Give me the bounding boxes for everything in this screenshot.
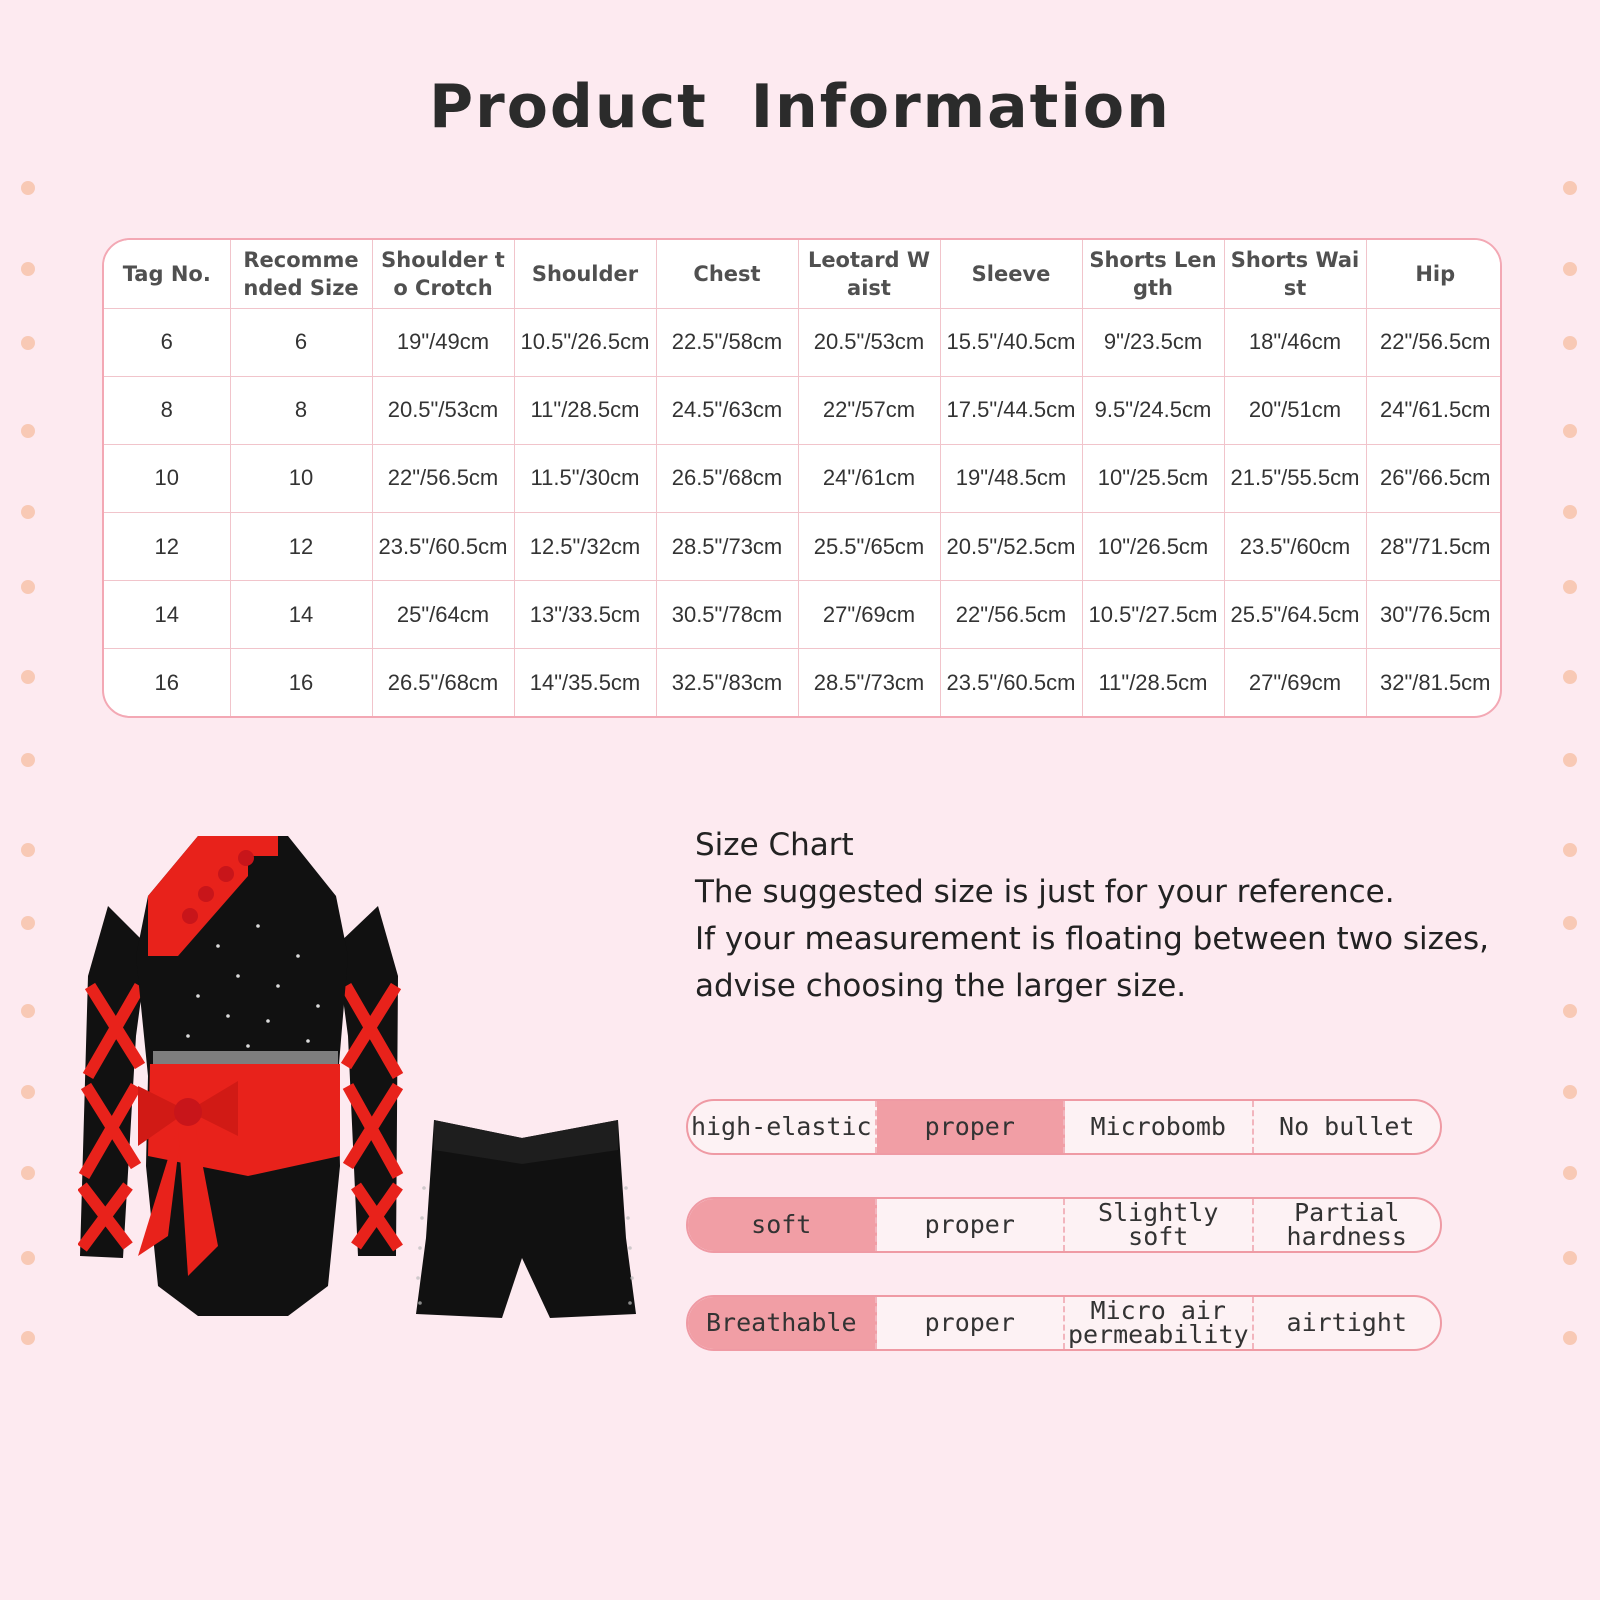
page-title: Product Information [429,72,1171,142]
table-cell: 22.5"/58cm [656,308,798,376]
notes-heading: Size Chart [695,827,854,863]
attr-cell: proper [877,1297,1066,1349]
table-cell: 20.5"/53cm [372,376,514,444]
table-cell: 23.5"/60.5cm [372,513,514,581]
table-cell: 28"/71.5cm [1366,513,1502,581]
table-header-row [104,240,1502,308]
attr-cell: proper [877,1199,1066,1251]
table-cell: 11.5"/30cm [514,444,656,512]
attr-cell-selected: soft [688,1199,877,1251]
table-row [104,444,1502,512]
breathability-row [686,1295,1442,1351]
table-cell: 25"/64cm [372,581,514,649]
table-cell: 10.5"/26.5cm [514,308,656,376]
header-shorts-length: Shorts Length [1082,240,1224,308]
header-shoulder-to-crotch: Shoulder to Crotch [372,240,514,308]
header-sleeve: Sleeve [940,240,1082,308]
table-row [104,581,1502,649]
table-cell: 12 [230,513,372,581]
header-tag-no: Tag No. [104,240,230,308]
table-cell: 22"/56.5cm [1366,308,1502,376]
attr-cell: Microbomb [1065,1101,1254,1153]
table-cell: 20"/51cm [1224,376,1366,444]
table-cell: 12 [104,513,230,581]
table-cell: 9.5"/24.5cm [1082,376,1224,444]
table-cell: 27"/69cm [798,581,940,649]
size-table [102,238,1502,718]
attr-cell: high-elastic [688,1101,877,1153]
table-cell: 15.5"/40.5cm [940,308,1082,376]
table-cell: 30"/76.5cm [1366,581,1502,649]
table-cell: 27"/69cm [1224,649,1366,716]
table-cell: 22"/56.5cm [940,581,1082,649]
header-shorts-waist: Shorts Waist [1224,240,1366,308]
table-cell: 32"/81.5cm [1366,649,1502,716]
table-cell: 22"/56.5cm [372,444,514,512]
notes-line: The suggested size is just for your reference. [695,874,1395,910]
attr-cell-selected: proper [877,1101,1066,1153]
table-cell: 25.5"/64.5cm [1224,581,1366,649]
notes-line: If your measurement is floating between two sizes, [695,921,1489,957]
table-cell: 25.5"/65cm [798,513,940,581]
table-cell: 18"/46cm [1224,308,1366,376]
header-chest: Chest [656,240,798,308]
table-cell: 19"/49cm [372,308,514,376]
table-cell: 23.5"/60.5cm [940,649,1082,716]
table-row [104,308,1502,376]
table-cell: 9"/23.5cm [1082,308,1224,376]
table-cell: 20.5"/53cm [798,308,940,376]
table-cell: 11"/28.5cm [1082,649,1224,716]
table-cell: 10"/26.5cm [1082,513,1224,581]
table-cell: 30.5"/78cm [656,581,798,649]
table-row [104,649,1502,716]
table-cell: 10.5"/27.5cm [1082,581,1224,649]
attr-cell: Partial hardness [1286,1198,1407,1251]
table-cell: 24"/61.5cm [1366,376,1502,444]
table-cell: 16 [230,649,372,716]
table-cell: 26.5"/68cm [656,444,798,512]
table-cell: 24"/61cm [798,444,940,512]
header-recommended-size: Recommended Size [230,240,372,308]
attr-cell: Slightly soft [1065,1199,1254,1251]
table-row [104,513,1502,581]
table-cell: 8 [230,376,372,444]
table-cell: 6 [230,308,372,376]
attr-cell: No bullet [1279,1112,1415,1141]
header-leotard-waist: Leotard Waist [798,240,940,308]
header-shoulder: Shoulder [514,240,656,308]
table-cell: 10 [230,444,372,512]
table-cell: 20.5"/52.5cm [940,513,1082,581]
table-cell: 11"/28.5cm [514,376,656,444]
table-cell: 32.5"/83cm [656,649,798,716]
table-cell: 26.5"/68cm [372,649,514,716]
table-cell: 24.5"/63cm [656,376,798,444]
notes-line: advise choosing the larger size. [695,968,1187,1004]
attr-cell-selected: Breathable [688,1297,877,1349]
table-cell: 26"/66.5cm [1366,444,1502,512]
table-cell: 14 [230,581,372,649]
table-cell: 22"/57cm [798,376,940,444]
table-cell: 17.5"/44.5cm [940,376,1082,444]
table-cell: 19"/48.5cm [940,444,1082,512]
table-cell: 8 [104,376,230,444]
table-row [104,376,1502,444]
table-cell: 28.5"/73cm [798,649,940,716]
table-cell: 14"/35.5cm [514,649,656,716]
size-notes [695,822,1495,1010]
shorts-image [410,1118,642,1324]
attr-cell: airtight [1286,1308,1407,1337]
header-hip: Hip [1366,240,1502,308]
attr-cell: Micro air permeability [1065,1297,1254,1349]
table-cell: 28.5"/73cm [656,513,798,581]
table-cell: 6 [104,308,230,376]
table-cell: 21.5"/55.5cm [1224,444,1366,512]
table-cell: 10"/25.5cm [1082,444,1224,512]
table-cell: 12.5"/32cm [514,513,656,581]
table-cell: 23.5"/60cm [1224,513,1366,581]
softness-row [686,1197,1442,1253]
leotard-image [78,836,408,1331]
table-cell: 16 [104,649,230,716]
elasticity-row [686,1099,1442,1155]
table-cell: 14 [104,581,230,649]
table-cell: 10 [104,444,230,512]
table-cell: 13"/33.5cm [514,581,656,649]
